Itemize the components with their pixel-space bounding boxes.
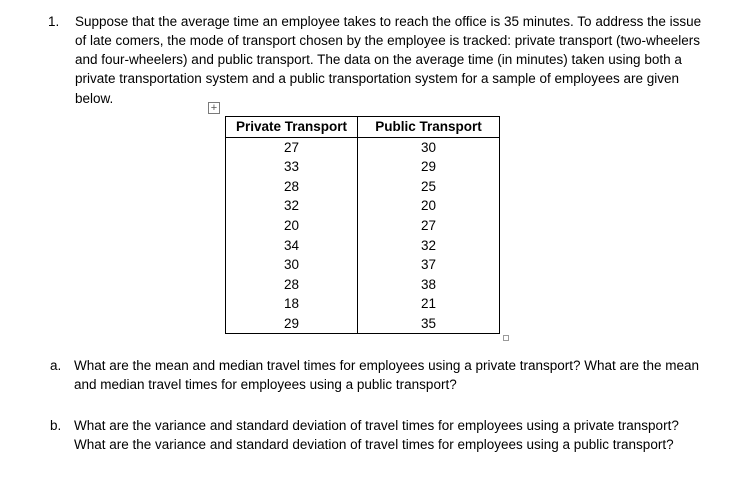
table-move-handle-icon[interactable]: + [208,102,220,114]
data-table-container [210,101,500,334]
question-b [48,416,706,454]
cell-private: 28 [226,176,358,196]
table-header-row [226,116,500,137]
question-b-text: What are the variance and standard deviation of travel times for employees using a private transport? What are the variance and standard deviation of travel times for employees using a public transport? [74,418,679,453]
question-a-text: What are the mean and median travel times for employees using a private transport? What are the mean and median travel times for employees using a public transport? [74,357,700,392]
cell-public: 30 [420,139,437,155]
cell-private: 30 [226,255,358,275]
table-row [226,176,500,196]
table-header-private: Private Transport [226,116,358,137]
table-row [226,196,500,216]
table-row [226,255,500,275]
question-1-text: Suppose that the average time an employee takes to reach the office is 35 minutes. To address the issue of late comers, the mode of transport chosen by the employee is tracked: private transport (two-wheelers and four-wheelers) and public transport. The data on the average time (in minutes) taken using both a private transportation system and a public transportation system for a sample of employees are given below. [75,14,702,106]
cell-private: 20 [226,216,358,236]
cell-public: 38 [420,276,437,292]
question-a [48,356,706,394]
cell-public: 20 [420,198,437,214]
table-row [226,137,500,157]
cell-public: 25 [420,178,437,194]
table-row [226,294,500,314]
cell-private: 29 [226,314,358,334]
cell-private: 28 [226,274,358,294]
question-a-number: a. [50,357,62,373]
cell-private: 33 [226,157,358,177]
cell-public: 27 [420,217,437,233]
table-row [226,157,500,177]
table-row [226,216,500,236]
cell-public: 37 [420,257,437,273]
table-header-public: Public Transport [358,116,500,137]
table-row [226,274,500,294]
cell-private: 27 [226,137,358,157]
cell-private: 34 [226,235,358,255]
question-1-number: 1. [48,14,60,29]
table-row [226,235,500,255]
cell-private: 18 [226,294,358,314]
table-row [226,314,500,334]
cell-public: 21 [420,296,437,312]
transport-table [225,116,500,334]
cell-public: 35 [420,315,437,331]
cell-public: 29 [420,159,437,175]
question-b-number: b. [50,418,62,434]
question-1 [48,12,706,108]
cell-private: 32 [226,196,358,216]
cell-public: 32 [420,237,437,253]
table-resize-handle-icon[interactable] [503,335,509,341]
